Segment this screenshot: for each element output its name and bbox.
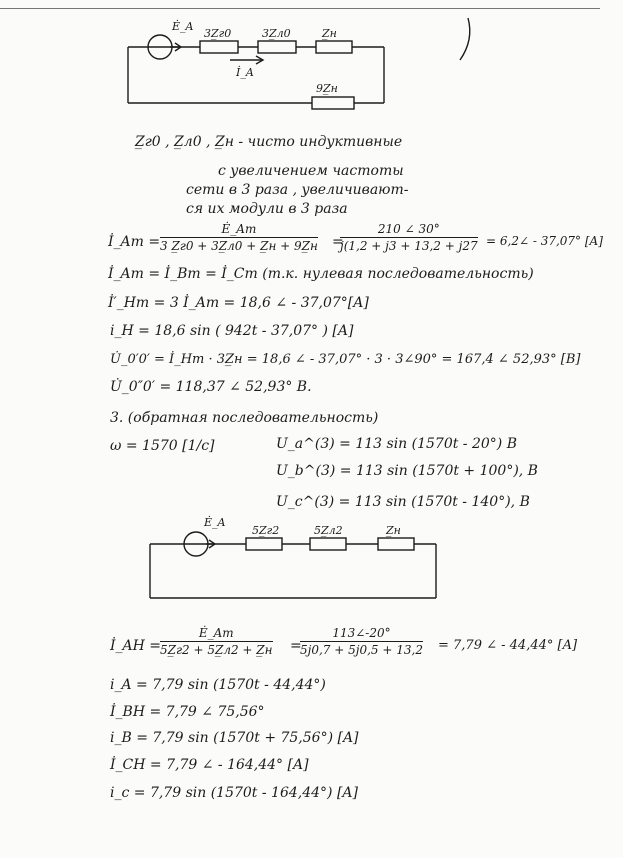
eq1-fraction-1 — [160, 222, 318, 253]
eq1-result: = 6,2∠ - 37,07° [A] — [486, 234, 603, 248]
eq2-denominator: 5Z̲г2 + 5Z̲л2 + Z̲н — [160, 643, 273, 657]
part2-line-3: i_H = 18,6 sin ( 942t - 37,07° ) [A] — [110, 323, 354, 339]
eq1-fraction-2 — [340, 222, 478, 253]
eq1-numerator-2: 210 ∠ 30° — [377, 222, 440, 236]
circuit1-r1-label: 3Z̲г0 — [204, 27, 232, 40]
eq1-denominator: 3 Z̲г0 + 3Z̲л0 + Z̲н + 9Z̲н — [160, 239, 318, 253]
eq2-numerator-2: 113∠-20° — [332, 626, 391, 640]
part2-line-5: U̇_0″0′ = 118,37 ∠ 52,93° B. — [110, 379, 312, 395]
eq2-lhs: İ_AH = — [110, 638, 162, 654]
note-line-2: с увеличением частоты — [218, 163, 404, 179]
eq2-result: = 7,79 ∠ - 44,44° [A] — [438, 638, 578, 653]
circuit1-r4-label: 9Z̲н — [316, 82, 338, 95]
circuit1-current-label: İ_A — [236, 66, 254, 79]
circuit1-source-label: Ė_A — [172, 20, 194, 33]
part3-ua: U_a^(3) = 113 sin (1570t - 20°) B — [276, 436, 518, 452]
part3-uc: U_c^(3) = 113 sin (1570t - 140°), B — [276, 494, 530, 510]
circuit2-r3-label: Z̲н — [386, 524, 401, 537]
part2-line-4: U̇_0′0′ = İ_Hm · 3Z̲н = 18,6 ∠ - 37,07° · 3 · 3∠90° = 167,4 ∠ 52,93° [B] — [110, 352, 581, 367]
eq2-equals: = — [290, 638, 302, 654]
circuit2-source-label: Ė_A — [204, 516, 226, 529]
result-line-1: i_A = 7,79 sin (1570t - 44,44°) — [110, 677, 326, 693]
eq2-numerator: Ė_Am — [198, 626, 234, 640]
result-line-2: İ_BH = 7,79 ∠ 75,56° — [110, 704, 265, 720]
eq1-lhs: İ_Am = — [108, 234, 161, 250]
eq1-numerator: Ė_Am — [221, 222, 257, 236]
circuit2-r2-label: 5Z̲л2 — [314, 524, 343, 537]
note-line-1: Z̲г0 , Z̲л0 , Z̲н - чисто индуктивные — [135, 134, 403, 150]
eq2-fraction-2 — [300, 626, 423, 657]
result-line-4: İ_CH = 7,79 ∠ - 164,44° [A] — [110, 757, 309, 773]
part3-heading: 3. (обратная последовательность) — [110, 410, 379, 426]
note-line-4: ся их модули в 3 раза — [186, 201, 348, 217]
part3-ub: U_b^(3) = 113 sin (1570t + 100°), B — [276, 463, 538, 479]
note-line-3: сети в 3 раза , увеличивают- — [186, 182, 409, 198]
part2-line-2: İ′_Hm = 3 İ_Am = 18,6 ∠ - 37,07°[A] — [108, 295, 369, 311]
circuit-diagram-2 — [0, 510, 623, 610]
eq2-denominator-2: 5j0,7 + 5j0,5 + 13,2 — [300, 643, 423, 657]
eq2-fraction-1 — [160, 626, 273, 657]
result-line-3: i_B = 7,79 sin (1570t + 75,56°) [A] — [110, 730, 359, 746]
eq1-equals: = — [332, 234, 344, 250]
circuit2-r1-label: 5Z̲г2 — [252, 524, 280, 537]
part2-line-1: İ_Am = İ_Bm = İ_Cm (т.к. нулевая последовательность) — [108, 266, 534, 282]
eq1-denominator-2: j(1,2 + j3 + 13,2 + j27 — [340, 239, 478, 253]
result-line-5: i_c = 7,79 sin (1570t - 164,44°) [A] — [110, 785, 358, 801]
circuit-diagram-1 — [0, 0, 623, 120]
circuit1-r3-label: Z̲н — [322, 27, 337, 40]
circuit1-r2-label: 3Z̲л0 — [262, 27, 291, 40]
part3-omega: ω = 1570 [1/c] — [110, 438, 215, 454]
